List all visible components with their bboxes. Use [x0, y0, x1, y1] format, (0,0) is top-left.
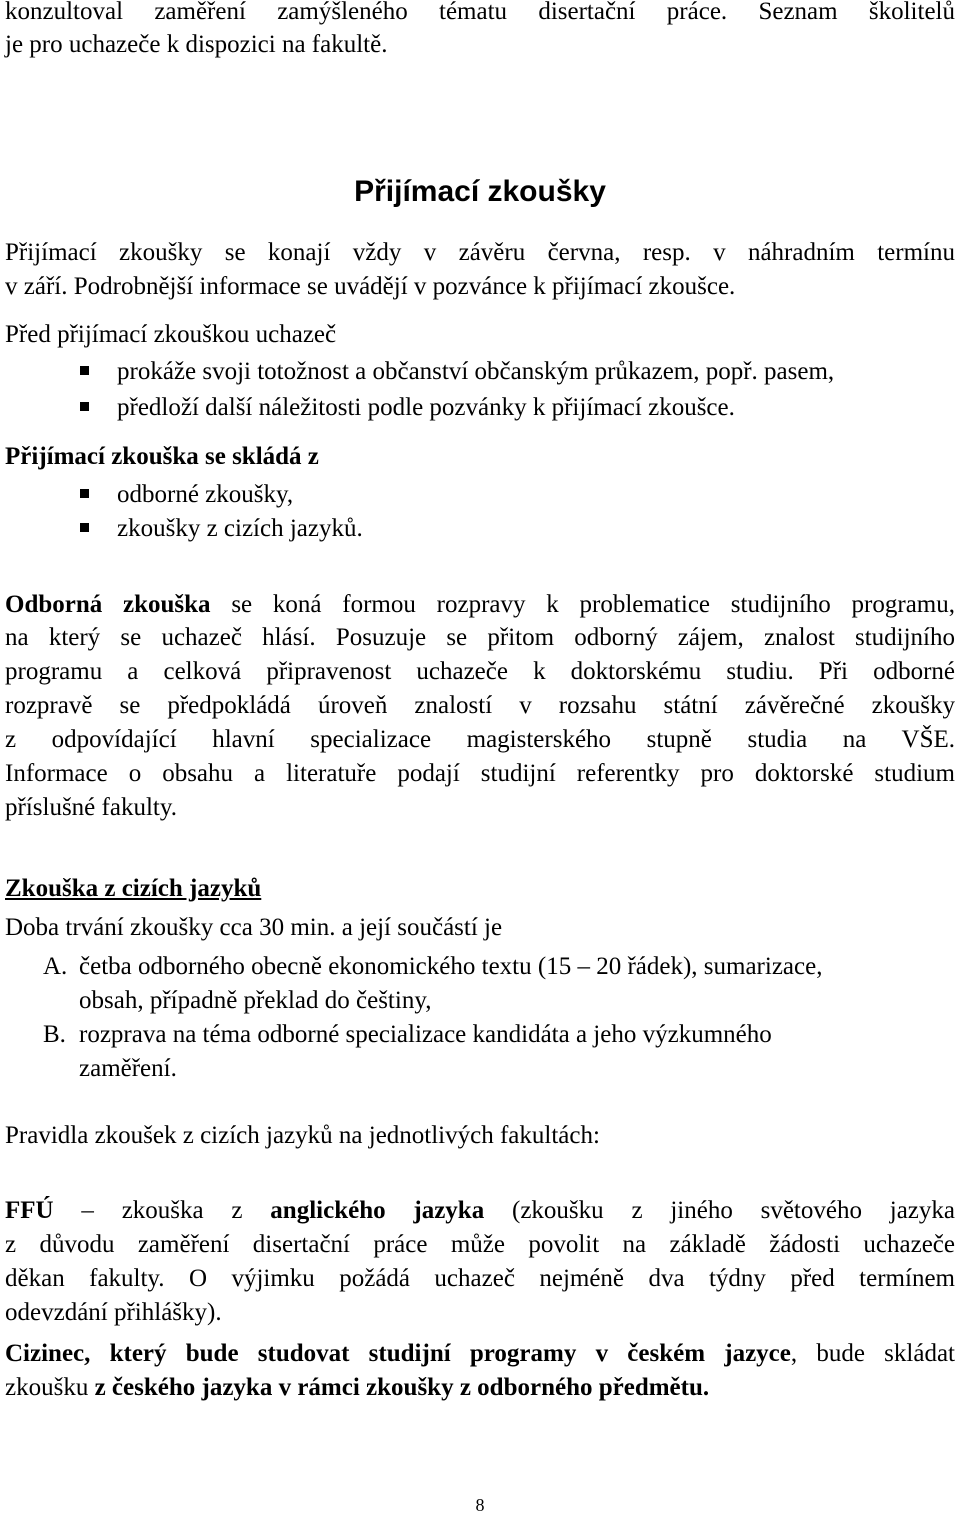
text-line: programu a celková připravenost uchazeče k doktorskému studiu. Při odborné: [5, 658, 955, 685]
bold-phrase: Odborná zkouška: [5, 591, 211, 618]
bullet-icon: [80, 489, 89, 498]
bullet-icon: [80, 523, 89, 532]
list-label: A.: [43, 953, 68, 980]
list-item: rozprava na téma odborné specializace kandidáta a jeho výzkumného: [79, 1021, 772, 1048]
text-line: odevzdání přihlášky).: [5, 1299, 222, 1326]
text-span: se koná formou rozpravy k problematice studijního programu,: [210, 591, 955, 618]
bold-phrase: anglického jazyka: [270, 1197, 485, 1224]
text-line: děkan fakulty. O výjimku požádá uchazeč nejméně dva týdny před termínem: [5, 1265, 955, 1292]
list-label: B.: [43, 1021, 66, 1048]
subsection-heading: Zkouška z cizích jazyků: [5, 875, 262, 902]
bold-phrase: Cizinec, který bude studovat studijní programy v českém jazyce: [5, 1340, 791, 1367]
section-heading: Přijímací zkoušky: [354, 175, 606, 208]
list-intro: Před přijímací zkouškou uchazeč: [5, 321, 337, 348]
list-intro: Přijímací zkouška se skládá z: [5, 443, 319, 470]
list-item: předloží další náležitosti podle pozvánky k přijímací zkoušce.: [117, 394, 735, 421]
text-line: konzultoval zaměření zamýšleného tématu disertační práce. Seznam školitelů: [5, 0, 955, 25]
list-item: zaměření.: [79, 1055, 177, 1082]
bold-phrase: z českého jazyka v rámci zkoušky z odborného předmětu.: [94, 1374, 710, 1401]
bullet-icon: [80, 402, 89, 411]
text-line: na který se uchazeč hlásí. Posuzuje se přitom odborný zájem, znalost studijního: [5, 624, 955, 651]
text-line: rozpravě se předpokládá úroveň znalostí v rozsahu státní závěrečné zkoušky: [5, 692, 955, 719]
list-item: obsah, případně překlad do češtiny,: [79, 987, 432, 1014]
text-span: (zkoušku z jiného světového jazyka: [484, 1197, 955, 1224]
text-line: [5, 1371, 709, 1404]
text-line: je pro uchazeče k dispozici na fakultě.: [5, 31, 388, 58]
text-line: v září. Podrobnější informace se uvádějí v pozvánce k přijímací zkoušce.: [5, 273, 736, 300]
page-number: 8: [475, 1495, 485, 1515]
text-span: , bude skládat: [790, 1340, 955, 1367]
text-line: Informace o obsahu a literatuře podají studijní referentky pro doktorské studium: [5, 760, 955, 787]
text-line: z důvodu zaměření disertační práce může povolit na základě žádosti uchazeče: [5, 1231, 955, 1258]
text-line: Pravidla zkoušek z cizích jazyků na jednotlivých fakultách:: [5, 1122, 600, 1149]
text-line: [5, 1337, 955, 1370]
bold-phrase: FFÚ: [5, 1197, 54, 1224]
text-line: příslušné fakulty.: [5, 794, 177, 821]
text-line: [5, 588, 955, 621]
text-line: Přijímací zkoušky se konají vždy v závěru června, resp. v náhradním termínu: [5, 239, 955, 266]
bullet-icon: [80, 366, 89, 375]
text-span: zkoušku: [5, 1374, 95, 1401]
list-item: četba odborného obecně ekonomického textu (15 – 20 řádek), sumarizace,: [79, 953, 823, 980]
text-line: Doba trvání zkoušky cca 30 min. a její součástí je: [5, 914, 503, 941]
text-span: – zkouška z: [53, 1197, 271, 1224]
text-line: [5, 1194, 955, 1227]
list-item: zkoušky z cizích jazyků.: [117, 515, 363, 542]
list-item: odborné zkoušky,: [117, 481, 294, 508]
list-item: prokáže svoji totožnost a občanství občanským průkazem, popř. pasem,: [117, 358, 835, 385]
text-line: z odpovídající hlavní specializace magisterského stupně studia na VŠE.: [5, 726, 955, 753]
